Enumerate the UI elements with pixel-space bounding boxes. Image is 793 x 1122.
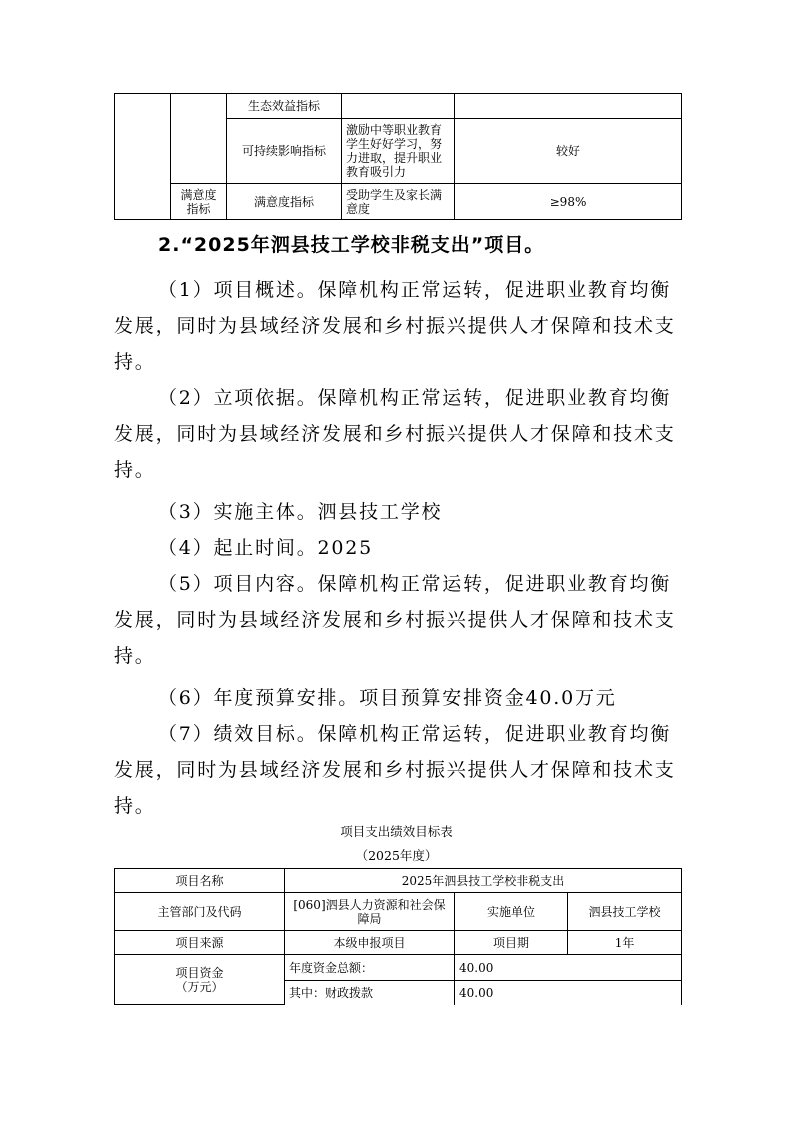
paragraph-budget: （6）年度预算安排。项目预算安排资金40.0万元	[158, 687, 617, 709]
indicator-cell: 激励中等职业教育学生好好学习，努力进取，提升职业教育吸引力	[342, 119, 455, 184]
level2-cell	[171, 94, 227, 184]
target-value-cell: 较好	[455, 119, 682, 184]
implementing-unit-label: 实施单位	[455, 893, 568, 931]
paragraph-overview: （1）项目概述。保障机构正常运转，促进职业教育均衡发展，同时为县域经济发展和乡村振兴提供人才保障和技术支持。	[114, 279, 676, 373]
sub-indicator-cell: 生态效益指标	[227, 94, 342, 119]
department-label: 主管部门及代码	[115, 893, 285, 931]
performance-target-table	[114, 868, 682, 1005]
annual-total-label: 年度资金总额：	[285, 955, 455, 981]
fiscal-allocation-value: 40.00	[455, 981, 682, 1005]
implementing-unit-value: 泗县技工学校	[568, 893, 682, 931]
sub-indicator-cell: 可持续影响指标	[227, 119, 342, 184]
annual-total-value: 40.00	[455, 955, 682, 981]
table-subtitle: （2025年度）	[355, 848, 438, 863]
project-name-label: 项目名称	[115, 869, 285, 893]
indicator-cell	[342, 94, 455, 119]
paragraph-implementer: （3）实施主体。泗县技工学校	[158, 501, 443, 523]
project-period-value: 1年	[568, 931, 682, 955]
section-heading: 2.“2025年泗县技工学校非税支出”项目。	[158, 234, 545, 256]
project-source-value: 本级申报项目	[285, 931, 455, 955]
department-value: [060]泗县人力资源和社会保障局	[285, 893, 455, 931]
target-value-cell	[455, 94, 682, 119]
paragraph-content: （5）项目内容。保障机构正常运转，促进职业教育均衡发展，同时为县域经济发展和乡村振兴提供人才保障和技术支持。	[114, 573, 676, 667]
sub-indicator-cell: 满意度指标	[227, 184, 342, 220]
paragraph-basis: （2）立项依据。保障机构正常运转，促进职业教育均衡发展，同时为县域经济发展和乡村振兴提供人才保障和技术支持。	[114, 387, 676, 481]
category-cell: 满意度指标	[171, 184, 227, 220]
table-title: 项目支出绩效目标表	[340, 824, 453, 839]
project-name-value: 2025年泗县技工学校非税支出	[285, 869, 682, 893]
indicator-table-continued	[114, 93, 682, 220]
project-period-label: 项目期	[455, 931, 568, 955]
fiscal-allocation-label: 其中：财政拨款	[285, 981, 455, 1005]
paragraph-goal: （7）绩效目标。保障机构正常运转，促进职业教育均衡发展，同时为县域经济发展和乡村振兴提供人才保障和技术支持。	[114, 723, 676, 817]
indicator-cell: 受助学生及家长满意度	[342, 184, 455, 220]
project-source-label: 项目来源	[115, 931, 285, 955]
target-value-cell: ≥98%	[455, 184, 682, 220]
level1-cell	[115, 94, 171, 220]
paragraph-period: （4）起止时间。2025	[158, 537, 374, 559]
project-funds-label: 项目资金（万元）	[115, 955, 285, 1005]
